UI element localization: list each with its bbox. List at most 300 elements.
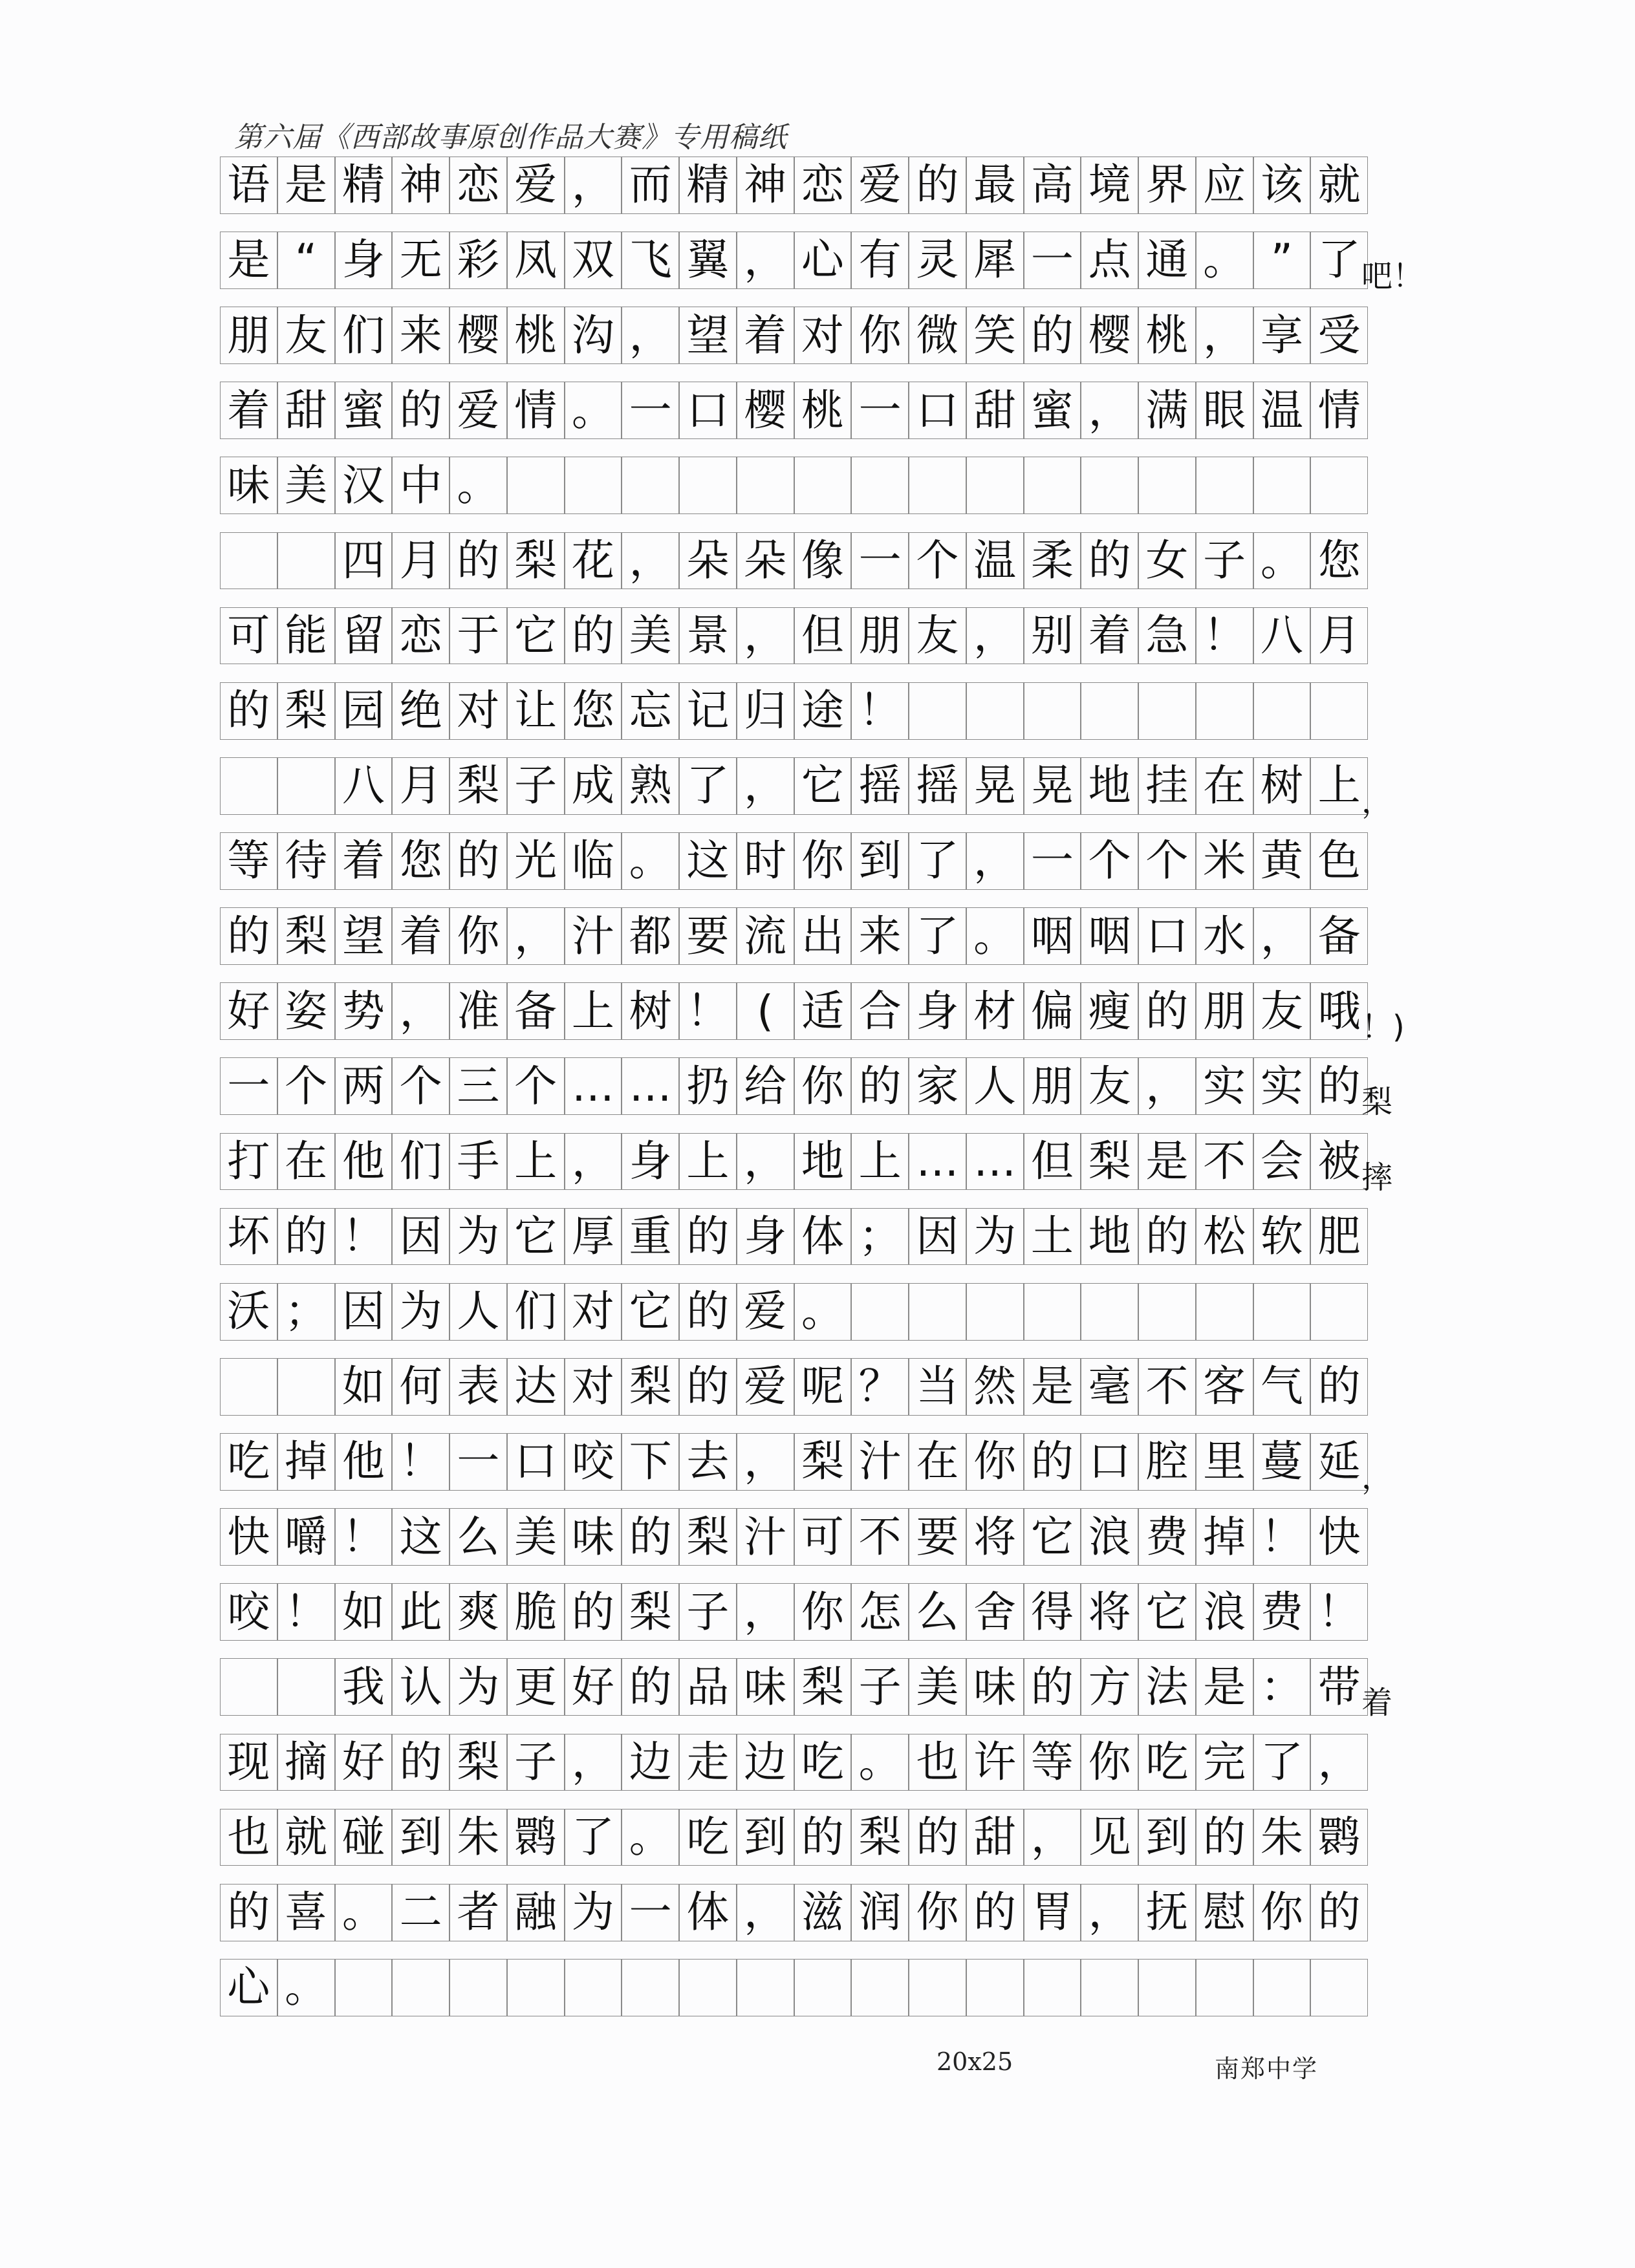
overflow-punctuation: 着 — [1361, 1685, 1393, 1722]
grid-row — [220, 382, 1368, 439]
grid-cell: 的 — [220, 907, 277, 965]
grid-cell: 忘 — [622, 682, 679, 740]
grid-cell: 哦 — [1310, 982, 1368, 1040]
grid-cell: 樱 — [1081, 307, 1138, 364]
grid-cell: 是 — [1138, 1133, 1196, 1191]
grid-cell: 来 — [851, 907, 909, 965]
grid-cell: 子 — [507, 757, 565, 815]
grid-cell: ， — [565, 1133, 622, 1191]
grid-cell: 好 — [565, 1658, 622, 1716]
grid-cell: 一 — [622, 1884, 679, 1941]
grid-cell: 爱 — [449, 382, 507, 439]
grid-cell: 材 — [966, 982, 1024, 1040]
grid-cell — [1253, 1959, 1311, 2016]
grid-cell — [220, 1658, 277, 1716]
grid-cell: 爽 — [449, 1583, 507, 1641]
grid-cell: ， — [1196, 307, 1253, 364]
writing-grid — [220, 157, 1424, 2034]
grid-cell: … — [966, 1133, 1024, 1191]
grid-cell: 你 — [794, 1583, 852, 1641]
grid-row — [220, 532, 1368, 590]
grid-cell: 味 — [565, 1508, 622, 1566]
grid-cell: ” — [1253, 232, 1311, 289]
grid-cell: ？ — [851, 1358, 909, 1416]
grid-cell: 温 — [966, 532, 1024, 590]
grid-cell: 一 — [220, 1057, 277, 1115]
grid-cell: 是 — [277, 157, 335, 214]
grid-cell: 汁 — [565, 907, 622, 965]
grid-cell: 人 — [966, 1057, 1024, 1115]
grid-cell: 口 — [1081, 1433, 1138, 1491]
grid-cell: 的 — [1024, 307, 1081, 364]
grid-cell: 你 — [794, 1057, 852, 1115]
grid-cell: ， — [737, 232, 794, 289]
grid-cell: 桃 — [1138, 307, 1196, 364]
grid-cell: 水 — [1196, 907, 1253, 965]
grid-cell — [966, 682, 1024, 740]
grid-cell: 它 — [507, 1208, 565, 1266]
grid-cell: 品 — [679, 1658, 737, 1716]
grid-cell: 当 — [909, 1358, 966, 1416]
grid-cell: 打 — [220, 1133, 277, 1191]
grid-cell: 二 — [392, 1884, 449, 1941]
grid-cell: 黄 — [1253, 832, 1311, 890]
grid-cell: 你 — [794, 832, 852, 890]
grid-cell: 的 — [1196, 1809, 1253, 1866]
grid-cell: 。 — [1253, 532, 1311, 590]
grid-cell: 边 — [622, 1734, 679, 1791]
grid-cell: 个 — [909, 532, 966, 590]
grid-cell: 。 — [622, 1809, 679, 1866]
grid-cell: 你 — [449, 907, 507, 965]
grid-cell: 精 — [335, 157, 393, 214]
grid-cell: 能 — [277, 607, 335, 665]
grid-cell: 体 — [794, 1208, 852, 1266]
grid-cell: ； — [277, 1283, 335, 1341]
grid-cell — [737, 457, 794, 514]
grid-cell: 你 — [1081, 1734, 1138, 1791]
grid-cell: 为 — [449, 1658, 507, 1716]
grid-cell: 将 — [966, 1508, 1024, 1566]
grid-cell: 朱 — [449, 1809, 507, 1866]
grid-cell: 里 — [1196, 1433, 1253, 1491]
grid-row — [220, 1508, 1368, 1566]
grid-cell: 美 — [909, 1658, 966, 1716]
grid-cell: 被 — [1310, 1133, 1368, 1191]
grid-cell: 。 — [794, 1283, 852, 1341]
grid-cell: … — [565, 1057, 622, 1115]
grid-cell: 情 — [507, 382, 565, 439]
grid-cell: 对 — [794, 307, 852, 364]
grid-cell: 临 — [565, 832, 622, 890]
grid-row — [220, 157, 1368, 214]
grid-cell: 望 — [335, 907, 393, 965]
grid-cell: 得 — [1024, 1583, 1081, 1641]
grid-cell: 双 — [565, 232, 622, 289]
grid-cell: 桃 — [507, 307, 565, 364]
overflow-punctuation: 摔 — [1361, 1159, 1393, 1196]
grid-cell: 沃 — [220, 1283, 277, 1341]
grid-cell: 去 — [679, 1433, 737, 1491]
grid-cell: 。 — [565, 382, 622, 439]
grid-cell: 味 — [737, 1658, 794, 1716]
grid-cell: 么 — [449, 1508, 507, 1566]
grid-row — [220, 457, 1368, 514]
grid-cell: 眼 — [1196, 382, 1253, 439]
grid-cell: 因 — [392, 1208, 449, 1266]
grid-cell: 会 — [1253, 1133, 1311, 1191]
grid-cell: 恋 — [392, 607, 449, 665]
grid-cell: ： — [1253, 1658, 1311, 1716]
grid-cell: 月 — [392, 757, 449, 815]
grid-cell: 完 — [1196, 1734, 1253, 1791]
grid-cell: 身 — [909, 982, 966, 1040]
grid-cell: 它 — [794, 757, 852, 815]
grid-cell: 费 — [1138, 1508, 1196, 1566]
grid-cell: 都 — [622, 907, 679, 965]
grid-cell: 园 — [335, 682, 393, 740]
grid-cell: 的 — [679, 1283, 737, 1341]
grid-cell: 快 — [220, 1508, 277, 1566]
grid-cell: 出 — [794, 907, 852, 965]
grid-cell: 将 — [1081, 1583, 1138, 1641]
grid-cell: 友 — [277, 307, 335, 364]
grid-cell: ， — [966, 607, 1024, 665]
grid-cell: 摇 — [851, 757, 909, 815]
grid-cell: ， — [565, 1734, 622, 1791]
grid-cell: 因 — [909, 1208, 966, 1266]
grid-cell: 要 — [909, 1508, 966, 1566]
grid-cell — [1081, 682, 1138, 740]
overflow-punctuation: ！) — [1361, 1009, 1405, 1046]
grid-cell: 的 — [220, 682, 277, 740]
grid-cell: 好 — [335, 1734, 393, 1791]
grid-cell: 一 — [851, 382, 909, 439]
grid-cell: 蜜 — [335, 382, 393, 439]
grid-cell: 吃 — [1138, 1734, 1196, 1791]
grid-cell: 势 — [335, 982, 393, 1040]
grid-cell: 心 — [794, 232, 852, 289]
grid-cell: 在 — [277, 1133, 335, 1191]
grid-cell: 而 — [622, 157, 679, 214]
grid-row — [220, 1057, 1393, 1121]
grid-cell: 着 — [1081, 607, 1138, 665]
grid-cell: 合 — [851, 982, 909, 1040]
grid-cell: 境 — [1081, 157, 1138, 214]
grid-cell: ， — [1138, 1057, 1196, 1115]
grid-cell: 让 — [507, 682, 565, 740]
grid-cell: ， — [1081, 382, 1138, 439]
grid-cell: 。 — [622, 832, 679, 890]
grid-cell: 朵 — [679, 532, 737, 590]
grid-row — [220, 1884, 1368, 1941]
grid-cell: 绝 — [392, 682, 449, 740]
grid-cell: 是 — [220, 232, 277, 289]
grid-cell: 梨 — [277, 682, 335, 740]
grid-cell — [851, 1959, 909, 2016]
grid-cell: 女 — [1138, 532, 1196, 590]
grid-cell: 的 — [449, 532, 507, 590]
grid-cell — [737, 1959, 794, 2016]
overflow-punctuation: ， — [1361, 1460, 1393, 1496]
grid-cell: 地 — [1081, 1208, 1138, 1266]
grid-cell: 美 — [277, 457, 335, 514]
grid-cell: 等 — [220, 832, 277, 890]
grid-cell: 月 — [392, 532, 449, 590]
grid-row — [220, 1583, 1368, 1641]
grid-cell — [277, 1658, 335, 1716]
grid-cell — [909, 1283, 966, 1341]
grid-cell: 咽 — [1024, 907, 1081, 965]
grid-cell: 的 — [392, 382, 449, 439]
grid-cell: 友 — [1253, 982, 1311, 1040]
grid-cell: 舍 — [966, 1583, 1024, 1641]
grid-cell: ， — [1253, 907, 1311, 965]
grid-cell: 汉 — [335, 457, 393, 514]
grid-cell: 对 — [565, 1358, 622, 1416]
grid-cell: 一 — [851, 532, 909, 590]
grid-cell: ！ — [335, 1508, 393, 1566]
grid-cell — [507, 1959, 565, 2016]
grid-cell: 地 — [794, 1133, 852, 1191]
grid-cell: 个 — [277, 1057, 335, 1115]
page-header-title: 第六届《西部故事原创作品大赛》专用稿纸 — [234, 121, 787, 154]
grid-cell: 应 — [1196, 157, 1253, 214]
grid-cell: 的 — [794, 1809, 852, 1866]
grid-cell — [220, 532, 277, 590]
grid-cell: 见 — [1081, 1809, 1138, 1866]
grid-cell: 爱 — [737, 1283, 794, 1341]
grid-cell: 无 — [392, 232, 449, 289]
grid-cell: ， — [737, 1583, 794, 1641]
grid-cell: 。 — [335, 1884, 393, 1941]
grid-cell: ， — [737, 1133, 794, 1191]
grid-cell: 喜 — [277, 1884, 335, 1941]
grid-cell: 它 — [1024, 1508, 1081, 1566]
grid-cell: 彩 — [449, 232, 507, 289]
grid-cell: 晃 — [1024, 757, 1081, 815]
grid-cell: 他 — [335, 1133, 393, 1191]
grid-cell: 走 — [679, 1734, 737, 1791]
grid-cell: 界 — [1138, 157, 1196, 214]
grid-cell: 也 — [220, 1809, 277, 1866]
grid-cell — [622, 1959, 679, 2016]
grid-cell: 灵 — [909, 232, 966, 289]
grid-cell: 上 — [1310, 757, 1368, 815]
grid-cell: 达 — [507, 1358, 565, 1416]
grid-cell: 于 — [449, 607, 507, 665]
grid-cell: 坏 — [220, 1208, 277, 1266]
grid-cell: ， — [737, 1884, 794, 1941]
grid-cell: 偏 — [1024, 982, 1081, 1040]
grid-cell: 朋 — [851, 607, 909, 665]
grid-cell: 上 — [851, 1133, 909, 1191]
grid-cell: 人 — [449, 1283, 507, 1341]
grid-cell: ！ — [679, 982, 737, 1040]
grid-cell: ！ — [1253, 1508, 1311, 1566]
grid-cell: 一 — [1024, 232, 1081, 289]
grid-cell: 该 — [1253, 157, 1311, 214]
grid-cell: 光 — [507, 832, 565, 890]
grid-cell: 时 — [737, 832, 794, 890]
grid-cell: 怎 — [851, 1583, 909, 1641]
grid-cell — [679, 1959, 737, 2016]
grid-cell: 朵 — [737, 532, 794, 590]
grid-cell: 这 — [392, 1508, 449, 1566]
grid-cell: 对 — [565, 1283, 622, 1341]
grid-cell: 吃 — [679, 1809, 737, 1866]
grid-cell: 但 — [794, 607, 852, 665]
grid-cell: 爱 — [507, 157, 565, 214]
grid-cell: ！ — [851, 682, 909, 740]
grid-cell: 个 — [1138, 832, 1196, 890]
grid-cell — [1253, 457, 1311, 514]
grid-cell — [277, 1358, 335, 1416]
grid-row — [220, 1208, 1368, 1266]
grid-cell: 你 — [851, 307, 909, 364]
grid-cell: 的 — [1081, 532, 1138, 590]
grid-cell: 但 — [1024, 1133, 1081, 1191]
grid-cell: 您 — [392, 832, 449, 890]
grid-cell: 你 — [909, 1884, 966, 1941]
grid-cell: 他 — [335, 1433, 393, 1491]
grid-cell: 就 — [277, 1809, 335, 1866]
grid-cell: “ — [277, 232, 335, 289]
grid-cell: 着 — [335, 832, 393, 890]
grid-cell: 微 — [909, 307, 966, 364]
grid-cell: 个 — [392, 1057, 449, 1115]
grid-row — [220, 607, 1368, 665]
grid-cell: 您 — [565, 682, 622, 740]
grid-cell — [1310, 682, 1368, 740]
grid-cell: 边 — [737, 1734, 794, 1791]
grid-cell: 到 — [851, 832, 909, 890]
grid-cell: 八 — [1253, 607, 1311, 665]
grid-cell: 身 — [622, 1133, 679, 1191]
grid-cell: 着 — [737, 307, 794, 364]
grid-cell: 何 — [392, 1358, 449, 1416]
grid-cell: 不 — [851, 1508, 909, 1566]
grid-cell: … — [909, 1133, 966, 1191]
grid-cell: 抚 — [1138, 1884, 1196, 1941]
grid-cell: 了 — [679, 757, 737, 815]
grid-cell: 最 — [966, 157, 1024, 214]
grid-cell: 的 — [392, 1734, 449, 1791]
grid-cell — [1196, 1959, 1253, 2016]
grid-cell — [966, 1959, 1024, 2016]
grid-cell: 表 — [449, 1358, 507, 1416]
grid-cell: 家 — [909, 1057, 966, 1115]
grid-cell: 神 — [392, 157, 449, 214]
grid-cell — [851, 1283, 909, 1341]
grid-cell: ， — [1310, 1734, 1368, 1791]
grid-cell: 胃 — [1024, 1884, 1081, 1941]
grid-cell: 别 — [1024, 607, 1081, 665]
grid-cell: 掉 — [277, 1433, 335, 1491]
grid-cell: 实 — [1253, 1057, 1311, 1115]
grid-cell: 。 — [449, 457, 507, 514]
grid-cell: 通 — [1138, 232, 1196, 289]
grid-row — [220, 982, 1405, 1046]
grid-cell: 两 — [335, 1057, 393, 1115]
grid-cell — [335, 1959, 393, 2016]
grid-cell: 吃 — [794, 1734, 852, 1791]
grid-row — [220, 907, 1368, 965]
grid-cell: 成 — [565, 757, 622, 815]
grid-cell: 待 — [277, 832, 335, 890]
grid-cell: 的 — [679, 1208, 737, 1266]
grid-cell: 的 — [449, 832, 507, 890]
grid-cell: 爱 — [851, 157, 909, 214]
grid-cell: 的 — [1310, 1884, 1368, 1941]
grid-cell: 享 — [1253, 307, 1311, 364]
grid-cell: 梨 — [794, 1658, 852, 1716]
grid-cell: 梨 — [622, 1358, 679, 1416]
grid-row — [220, 1133, 1393, 1196]
grid-cell — [449, 1959, 507, 2016]
grid-cell: 上 — [679, 1133, 737, 1191]
grid-cell — [966, 457, 1024, 514]
grid-cell: 。 — [966, 907, 1024, 965]
school-name: 南郑中学 — [1215, 2055, 1319, 2083]
grid-cell — [1081, 1959, 1138, 2016]
grid-size-label: 20x25 — [937, 2047, 1013, 2076]
grid-cell: 晃 — [966, 757, 1024, 815]
grid-cell: 厚 — [565, 1208, 622, 1266]
grid-cell: 您 — [1310, 532, 1368, 590]
grid-cell — [794, 1959, 852, 2016]
grid-cell: 子 — [1196, 532, 1253, 590]
grid-cell: ； — [851, 1208, 909, 1266]
grid-cell: 花 — [565, 532, 622, 590]
grid-cell: 樱 — [449, 307, 507, 364]
grid-cell: 来 — [392, 307, 449, 364]
grid-cell: 是 — [1024, 1358, 1081, 1416]
grid-cell: 梨 — [851, 1809, 909, 1866]
grid-cell: 方 — [1081, 1658, 1138, 1716]
grid-cell: 下 — [622, 1433, 679, 1491]
grid-cell — [277, 532, 335, 590]
grid-cell: 融 — [507, 1884, 565, 1941]
grid-cell: ， — [737, 607, 794, 665]
grid-cell: 的 — [909, 1809, 966, 1866]
grid-cell: 像 — [794, 532, 852, 590]
grid-cell: 留 — [335, 607, 393, 665]
grid-cell: 。 — [277, 1959, 335, 2016]
grid-cell: 然 — [966, 1358, 1024, 1416]
grid-cell: 蜜 — [1024, 382, 1081, 439]
grid-cell: 熟 — [622, 757, 679, 815]
grid-cell — [909, 682, 966, 740]
grid-cell: 实 — [1196, 1057, 1253, 1115]
grid-cell: 重 — [622, 1208, 679, 1266]
grid-cell: 到 — [1138, 1809, 1196, 1866]
grid-cell: ， — [622, 532, 679, 590]
grid-cell: 个 — [507, 1057, 565, 1115]
grid-cell: 么 — [909, 1583, 966, 1641]
grid-cell: 挂 — [1138, 757, 1196, 815]
grid-cell: 三 — [449, 1057, 507, 1115]
grid-cell: 一 — [1024, 832, 1081, 890]
grid-cell — [1138, 457, 1196, 514]
grid-cell: ， — [507, 907, 565, 965]
grid-row — [220, 1433, 1393, 1496]
grid-cell: 咬 — [220, 1583, 277, 1641]
grid-row — [220, 307, 1368, 364]
grid-cell: 摇 — [909, 757, 966, 815]
grid-cell: 子 — [679, 1583, 737, 1641]
grid-cell: ， — [1081, 1884, 1138, 1941]
